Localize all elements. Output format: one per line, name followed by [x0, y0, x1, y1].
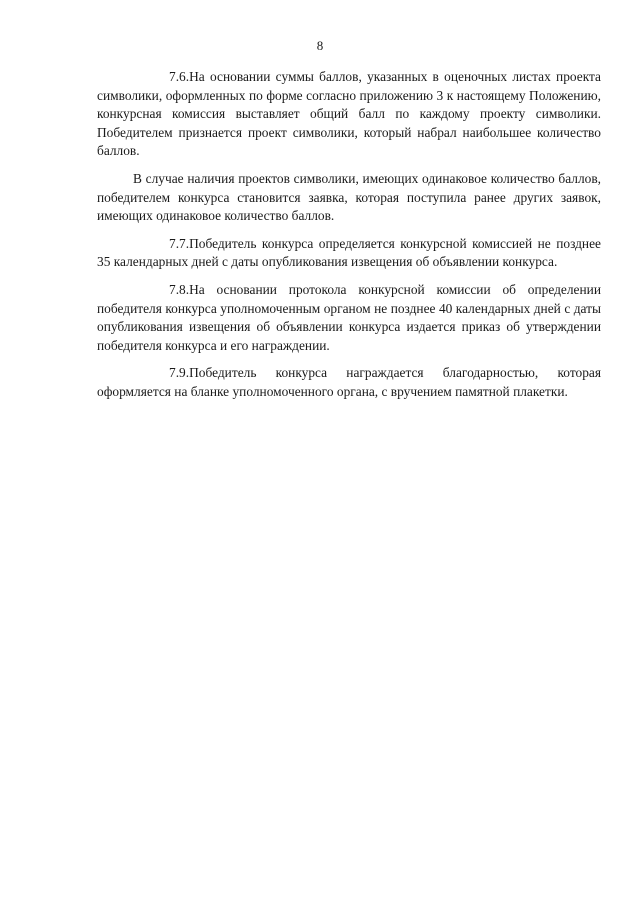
paragraph-7-9 [97, 364, 601, 401]
paragraph-7-8 [97, 281, 601, 355]
paragraph-text: Победитель конкурса определяется конкурсной комиссией не позднее 35 календарных дней с даты опубликования извещения об объявлении конкурса. [97, 235, 601, 270]
paragraph-text: На основании суммы баллов, указанных в оценочных листах проекта символики, оформленных по форме согласно приложению 3 к настоящему Положению, конкурсная комиссия выставляет общий балл по каждому проекту символики. Победителем признается проект символики, который набрал наибольшее количество баллов. [97, 69, 601, 159]
paragraph-number: 7.7. [169, 235, 190, 251]
paragraph-7-7 [97, 235, 601, 272]
paragraph-text: В случае наличия проектов символики, имеющих одинаковое количество баллов, победителем конкурса становится заявка, которая поступила ранее других заявок, имеющих одинаковое количество баллов. [97, 170, 601, 224]
paragraph-number: 7.9. [169, 365, 190, 381]
paragraph-number: 7.6. [169, 69, 190, 84]
paragraph-text: На основании протокола конкурсной комиссии об определении победителя конкурса уполномоченным органом не позднее 40 календарных дней с даты опубликования извещения об объявлении конкурса издается приказ об утверждении победителя конкурса и его награждении. [97, 281, 601, 353]
paragraph-7-6 [97, 68, 601, 161]
paragraph-number: 7.8. [169, 281, 190, 297]
paragraph-text: Победитель конкурса награждается благодарностью, которая оформляется на бланке уполномоченного органа, с вручением памятной плакетки. [97, 365, 601, 399]
document-body [97, 68, 601, 411]
paragraph-tie-rule [97, 170, 601, 226]
page-number: 8 [316, 38, 324, 53]
